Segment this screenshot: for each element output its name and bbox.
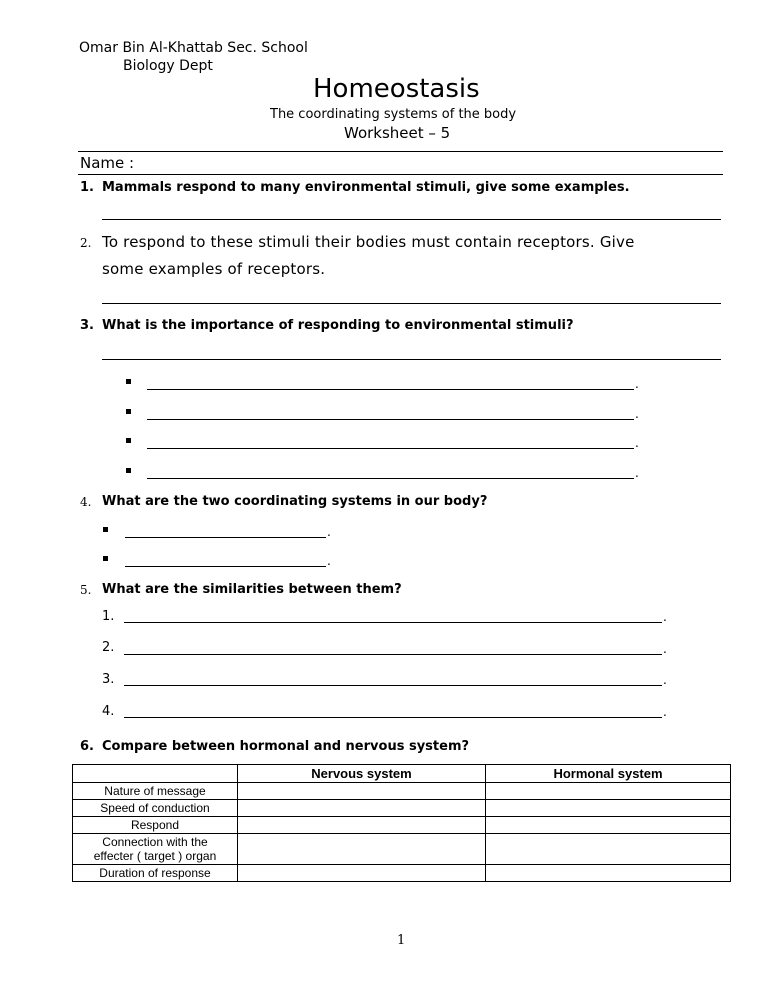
table-row xyxy=(73,783,731,800)
name-top-rule xyxy=(78,151,723,152)
period: . xyxy=(663,642,667,656)
table-row xyxy=(73,834,731,865)
name-label: Name : xyxy=(80,154,135,172)
q3-bullet-line-2[interactable] xyxy=(147,419,634,420)
q3-answer-line[interactable] xyxy=(102,359,721,360)
q5-item-number: 3. xyxy=(102,672,115,687)
table-header-nervous: Nervous system xyxy=(238,765,486,783)
table-row xyxy=(73,865,731,882)
q5-item-number: 1. xyxy=(102,609,115,624)
q2-text-line2: some examples of receptors. xyxy=(102,260,326,278)
q3-bullet-line-4[interactable] xyxy=(147,478,634,479)
q5-item-number: 2. xyxy=(102,640,115,655)
bullet-icon xyxy=(126,468,131,473)
q5-answer-line-3[interactable] xyxy=(124,685,662,686)
hormonal-cell[interactable] xyxy=(486,817,731,834)
subtitle: The coordinating systems of the body xyxy=(270,107,517,122)
row-label: Nature of message xyxy=(73,783,238,800)
bullet-icon xyxy=(126,379,131,384)
q5-answer-line-1[interactable] xyxy=(124,622,662,623)
q1-answer-line[interactable] xyxy=(102,219,721,220)
q5-number: 5. xyxy=(80,583,92,597)
row-label: Speed of conduction xyxy=(73,800,238,817)
q4-bullet-line-1[interactable] xyxy=(125,537,326,538)
worksheet-label: Worksheet – 5 xyxy=(344,124,451,142)
row-label xyxy=(73,834,238,865)
hormonal-cell[interactable] xyxy=(486,783,731,800)
row-label: Respond xyxy=(73,817,238,834)
nervous-cell[interactable] xyxy=(238,834,486,865)
table-header-row xyxy=(73,765,731,783)
bullet-icon xyxy=(103,556,108,561)
q5-item-number: 4. xyxy=(102,704,115,719)
q5-text: What are the similarities between them? xyxy=(102,582,402,597)
hormonal-cell[interactable] xyxy=(486,834,731,865)
q4-text: What are the two coordinating systems in our body? xyxy=(102,494,488,509)
q3-bullet-line-3[interactable] xyxy=(147,448,634,449)
q5-answer-line-2[interactable] xyxy=(124,654,662,655)
q3-number: 3. xyxy=(80,318,94,333)
nervous-cell[interactable] xyxy=(238,783,486,800)
nervous-cell[interactable] xyxy=(238,865,486,882)
nervous-cell[interactable] xyxy=(238,817,486,834)
period: . xyxy=(663,705,667,719)
q2-number: 2. xyxy=(80,236,92,250)
comparison-table xyxy=(72,764,731,882)
period: . xyxy=(635,377,639,391)
table-header-blank xyxy=(73,765,238,783)
department: Biology Dept xyxy=(123,58,213,74)
q6-number: 6. xyxy=(80,739,94,754)
q2-text-line1: To respond to these stimuli their bodies must contain receptors. Give xyxy=(102,233,635,251)
q1-text: Mammals respond to many environmental stimuli, give some examples. xyxy=(102,180,630,195)
period: . xyxy=(663,673,667,687)
row-label-line1: Connection with the xyxy=(102,835,208,849)
page-number: 1 xyxy=(397,933,406,948)
bullet-icon xyxy=(126,438,131,443)
table-row xyxy=(73,800,731,817)
hormonal-cell[interactable] xyxy=(486,865,731,882)
q3-bullet-line-1[interactable] xyxy=(147,389,634,390)
period: . xyxy=(635,407,639,421)
period: . xyxy=(327,554,331,568)
q4-number: 4. xyxy=(80,495,92,509)
page-title: Homeostasis xyxy=(313,74,480,104)
row-label-line2: effecter ( target ) organ xyxy=(93,849,217,863)
table-header-hormonal: Hormonal system xyxy=(486,765,731,783)
bullet-icon xyxy=(126,409,131,414)
row-label: Duration of response xyxy=(73,865,238,882)
q1-number: 1. xyxy=(80,180,94,195)
q2-answer-line[interactable] xyxy=(102,303,721,304)
period: . xyxy=(635,436,639,450)
q4-bullet-line-2[interactable] xyxy=(125,566,326,567)
school-name: Omar Bin Al-Khattab Sec. School xyxy=(79,40,308,56)
name-field-line[interactable] xyxy=(78,174,723,175)
bullet-icon xyxy=(103,527,108,532)
table-row xyxy=(73,817,731,834)
q5-answer-line-4[interactable] xyxy=(124,717,662,718)
period: . xyxy=(663,610,667,624)
q6-text: Compare between hormonal and nervous system? xyxy=(102,739,470,754)
nervous-cell[interactable] xyxy=(238,800,486,817)
period: . xyxy=(635,466,639,480)
period: . xyxy=(327,525,331,539)
hormonal-cell[interactable] xyxy=(486,800,731,817)
q3-text: What is the importance of responding to environmental stimuli? xyxy=(102,318,574,333)
